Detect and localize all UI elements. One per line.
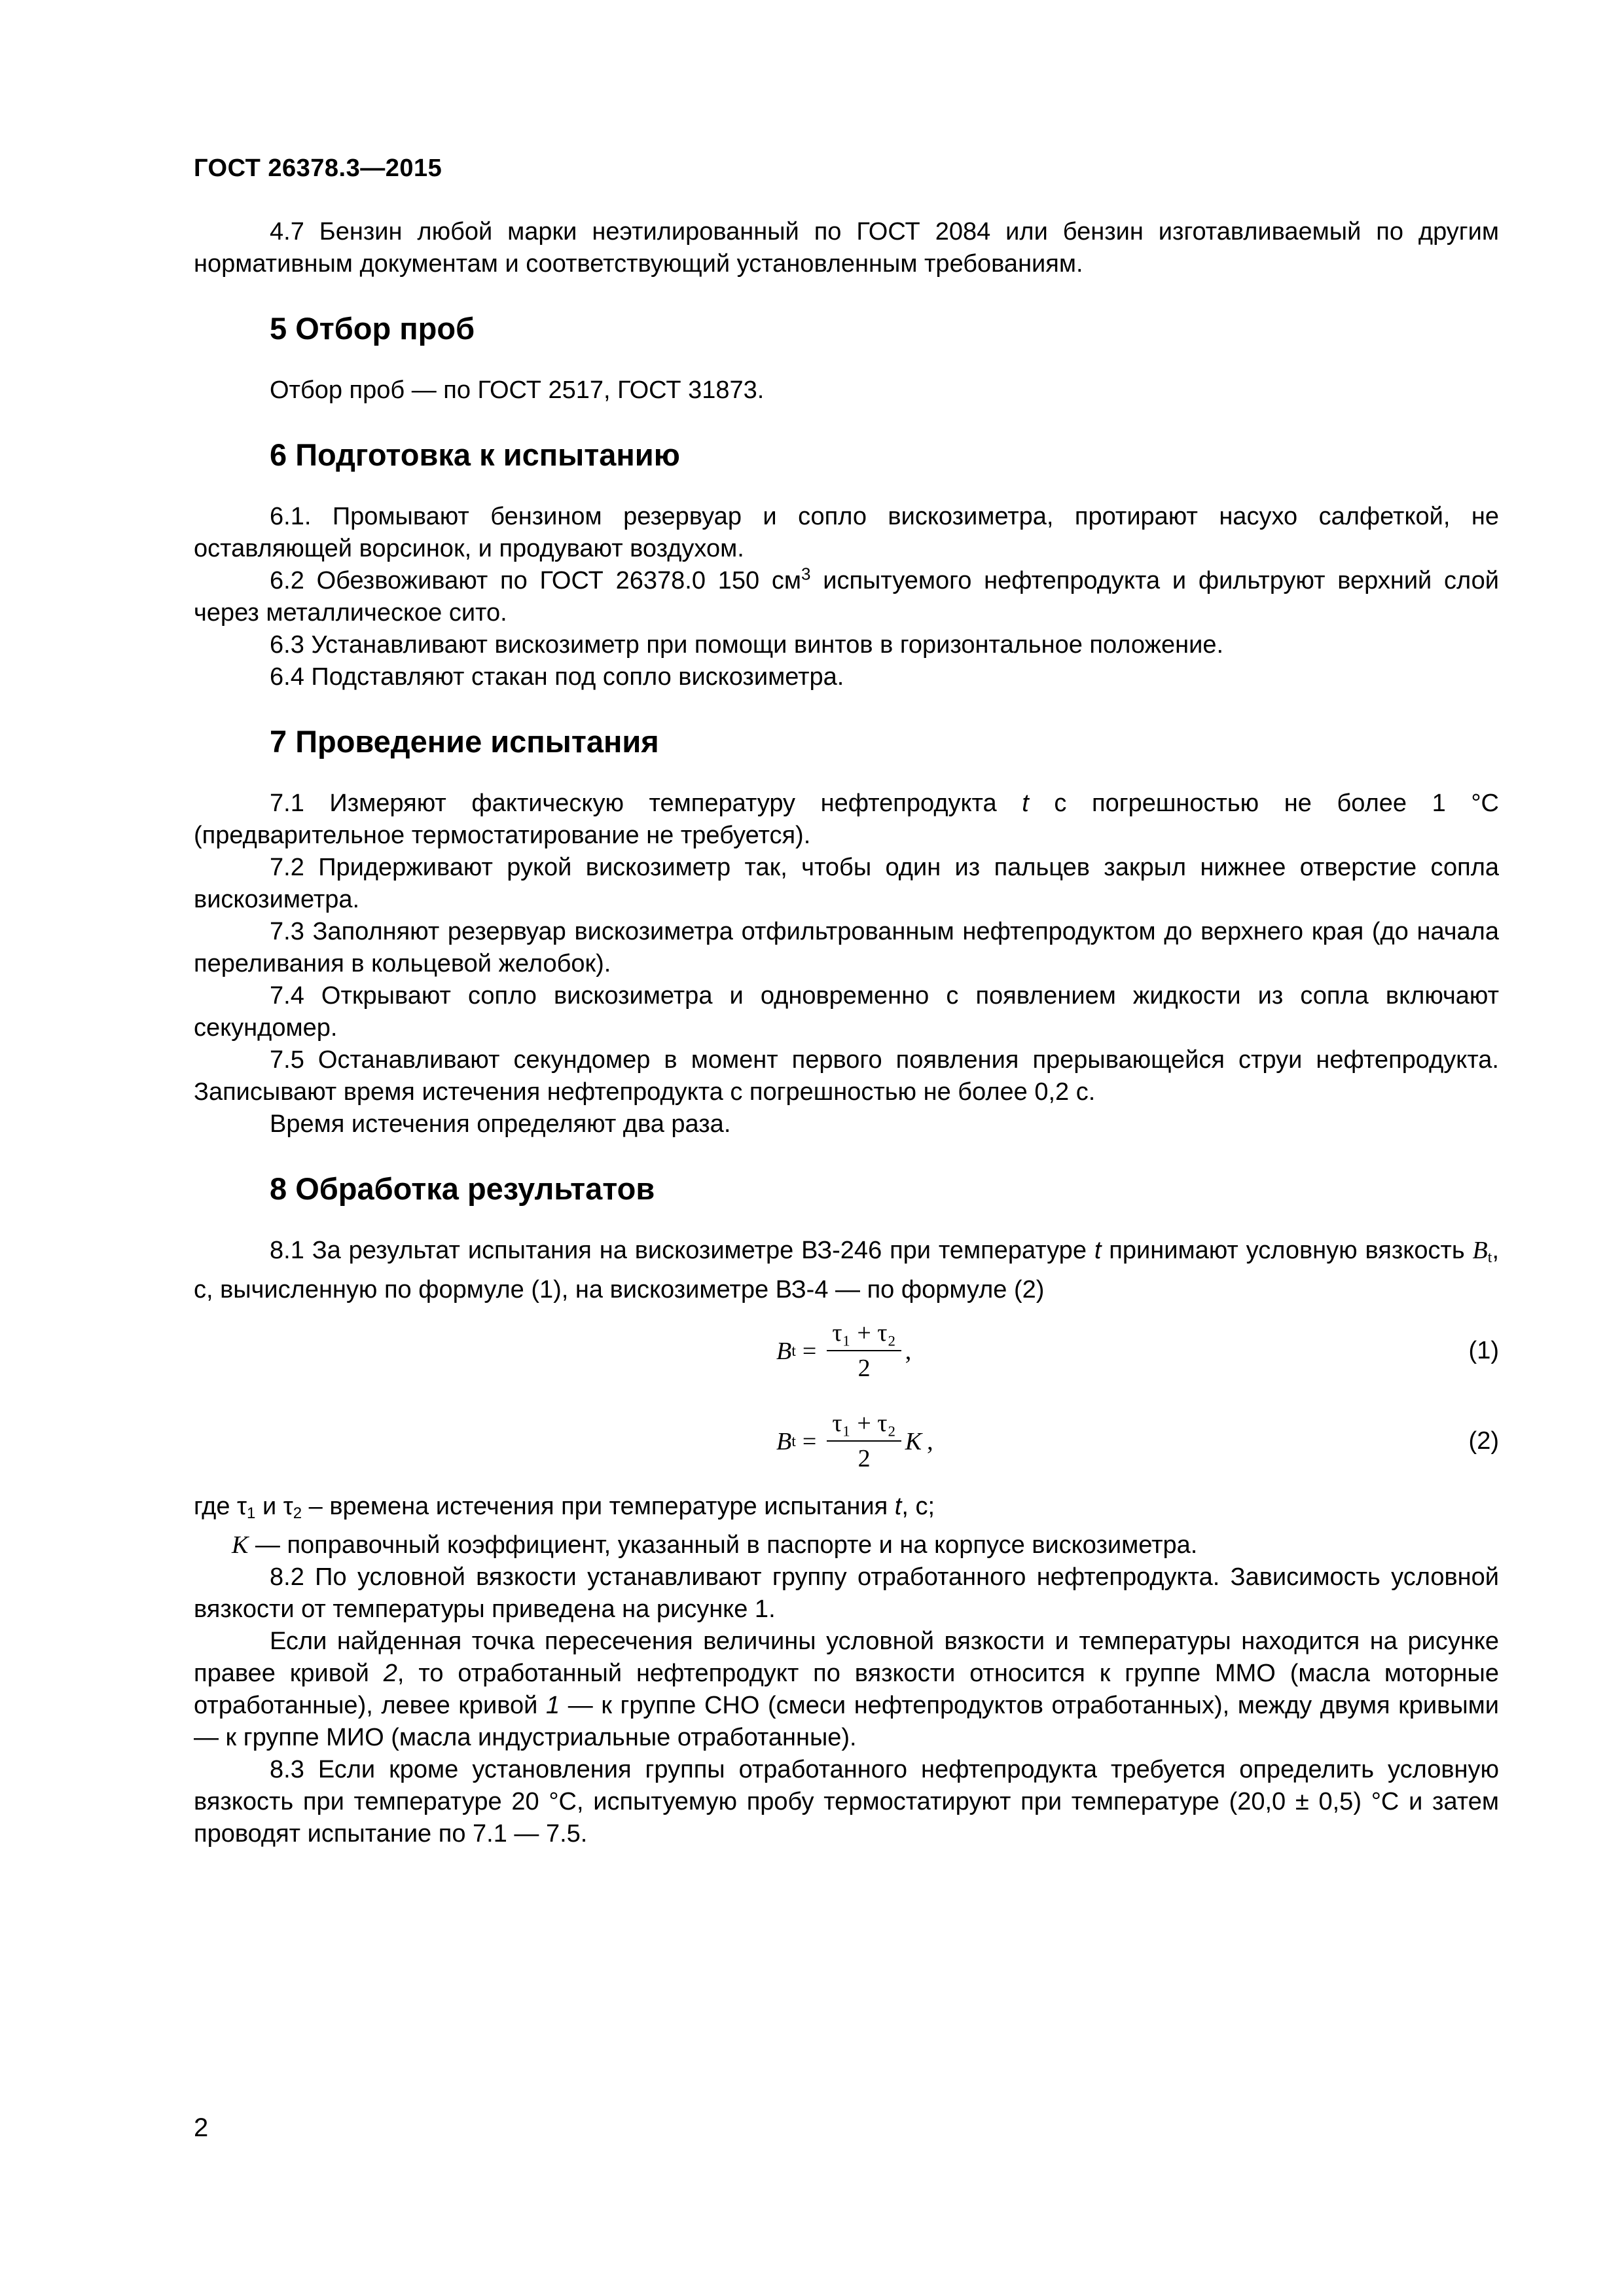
viscosity-subscript: t — [1487, 1249, 1492, 1266]
groups-text-a: Если найденная точка пересечения величины условной вязкости и температуры находится на рисунке правее кривой — [194, 1628, 1499, 1687]
paragraph-7-4: 7.4 Открывают сопло вискозиметра и одновременно с появлением жидкости из сопла включают секундомер. — [194, 982, 1499, 1042]
formula-2-equals: = — [802, 1427, 817, 1455]
section-6-heading: 6 Подготовка к испытанию — [270, 437, 680, 472]
paragraph-8-1-text-a: 8.1 За результат испытания на вискозиметре ВЗ-246 при температуре — [270, 1237, 1094, 1264]
legend-and-text: и τ — [255, 1493, 293, 1520]
curve-1-label: 1 — [546, 1692, 560, 1719]
paragraph-6-3: 6.3 Устанавливают вискозиметр при помощи винтов в горизонтальное положение. — [270, 631, 1224, 659]
paragraph-8-3: 8.3 Если кроме установления группы отработанного нефтепродукта требуется определить условную вязкость при температуре 20 °С, испытуемую пробу термостатируют при температуре (20,0 ± 0,5) °С и затем проводят испытание по 7.1 — 7.5. — [194, 1756, 1499, 1848]
formula-1-comma: , — [905, 1337, 912, 1365]
paragraph-6-2 — [194, 565, 1499, 629]
formula-1 — [776, 1306, 911, 1396]
paragraph-6-4: 6.4 Подставляют стакан под сопло вискозиметра. — [270, 663, 844, 691]
paragraph-7-1-text-b: с погрешностью не более 1 °С (предварительное термостатирование не требуется). — [194, 790, 1499, 849]
formula-2-comma: , — [927, 1427, 933, 1455]
curve-2-label: 2 — [383, 1660, 397, 1687]
tau-2-subscript: 2 — [293, 1504, 302, 1522]
formula-2-number: (2) — [1468, 1427, 1499, 1455]
correction-factor-symbol: K — [232, 1531, 249, 1559]
paragraph-8-1 — [194, 1235, 1499, 1306]
groups-text-b: , то отработанный нефтепродукт по вязкости относится к группе ММО (масла моторные отработанные), левее кривой — [194, 1660, 1499, 1719]
section-7-heading: 7 Проведение испытания — [270, 724, 659, 759]
viscosity-symbol: B — [1472, 1237, 1488, 1264]
formula-1-lhs: B — [776, 1337, 792, 1365]
formula-1-denominator: 2 — [857, 1355, 871, 1382]
formula-2-denominator: 2 — [857, 1445, 871, 1472]
formula-2-block — [194, 1396, 1499, 1487]
paragraph-6-1: 6.1. Промывают бензином резервуар и сопло вискозиметра, протирают насухо салфеткой, не оставляющей ворсинок, и продувают воздухом. — [194, 503, 1499, 562]
formula-1-number: (1) — [1468, 1337, 1499, 1364]
section-5-text: Отбор проб — по ГОСТ 2517, ГОСТ 31873. — [270, 376, 765, 404]
section-8-heading: 8 Обработка результатов — [270, 1171, 655, 1206]
temperature-variable: t — [894, 1493, 902, 1520]
formula-legend-tau — [194, 1491, 1499, 1529]
paragraph-6-2-text-b: испытуемого нефтепродукта и фильтруют верхний слой через металлическое сито. — [194, 567, 1499, 627]
formula-2 — [776, 1396, 933, 1487]
tau-1-subscript: 1 — [247, 1504, 256, 1522]
paragraph-7-5: 7.5 Останавливают секундомер в момент первого появления прерывающейся струи нефтепродукта. Записывают время истечения нефтепродукта с погрешностью не более 0,2 с. — [194, 1046, 1499, 1106]
formula-2-numerator: τ₁ + τ₂ — [827, 1409, 901, 1442]
document-body — [194, 216, 1499, 1850]
formula-2-lhs-subscript: t — [791, 1432, 796, 1450]
legend-k-description: — поправочный коэффициент, указанный в паспорте и на корпусе вискозиметра. — [248, 1531, 1198, 1559]
paragraph-7-1-text-a: 7.1 Измеряют фактическую температуру нефтепродукта — [270, 790, 1022, 817]
formula-2-correction-factor: K — [905, 1427, 922, 1455]
groups-text-c: — к группе СНО (смеси нефтепродуктов отработанных), между двумя кривыми — к группе МИО (масла индустриальные отработанные). — [194, 1692, 1500, 1751]
legend-tau-unit: , с; — [901, 1493, 935, 1520]
formula-1-lhs-subscript: t — [791, 1342, 796, 1360]
paragraph-7-time: Время истечения определяют два раза. — [270, 1110, 731, 1138]
paragraph-7-1 — [194, 788, 1499, 852]
page-header-standard-id: ГОСТ 26378.3—2015 — [194, 155, 442, 182]
formula-legend-k — [232, 1529, 1499, 1561]
paragraph-8-2-groups — [194, 1626, 1499, 1754]
paragraph-6-2-text-a: 6.2 Обезвоживают по ГОСТ 26378.0 150 см — [270, 567, 802, 594]
formula-1-equals: = — [802, 1337, 817, 1365]
page-number: 2 — [194, 2113, 209, 2142]
section-5-heading: 5 Отбор проб — [270, 311, 475, 346]
formula-2-lhs: B — [776, 1427, 792, 1455]
formula-1-numerator: τ₁ + τ₂ — [827, 1319, 901, 1351]
legend-where-text: где τ — [194, 1493, 247, 1520]
paragraph-8-2: 8.2 По условной вязкости устанавливают группу отработанного нефтепродукта. Зависимость условной вязкости от температуры приведена на рисунке 1. — [194, 1563, 1499, 1623]
cubic-superscript: 3 — [801, 564, 811, 584]
paragraph-8-1-text-b: принимают условную вязкость — [1101, 1237, 1473, 1264]
paragraph-7-3: 7.3 Заполняют резервуар вискозиметра отфильтрованным нефтепродуктом до верхнего края (до начала переливания в кольцевой желобок). — [194, 918, 1499, 977]
temperature-variable: t — [1022, 790, 1029, 817]
paragraph-8-1-text-c: , с, вычисленную по формуле (1), на вискозиметре ВЗ-4 — по формуле (2) — [194, 1237, 1499, 1303]
temperature-variable: t — [1094, 1237, 1102, 1264]
formula-2-fraction — [827, 1409, 901, 1474]
paragraph-7-2: 7.2 Придерживают рукой вискозиметр так, чтобы один из пальцев закрыл нижнее отверстие сопла вискозиметра. — [194, 854, 1499, 913]
formula-1-fraction — [827, 1319, 901, 1384]
paragraph-4-7: 4.7 Бензин любой марки неэтилированный по ГОСТ 2084 или бензин изготавливаемый по другим нормативным документам и соответствующий установленным требованиям. — [194, 218, 1499, 278]
legend-tau-description: – времена истечения при температуре испытания — [302, 1493, 895, 1520]
formula-1-block — [194, 1306, 1499, 1396]
